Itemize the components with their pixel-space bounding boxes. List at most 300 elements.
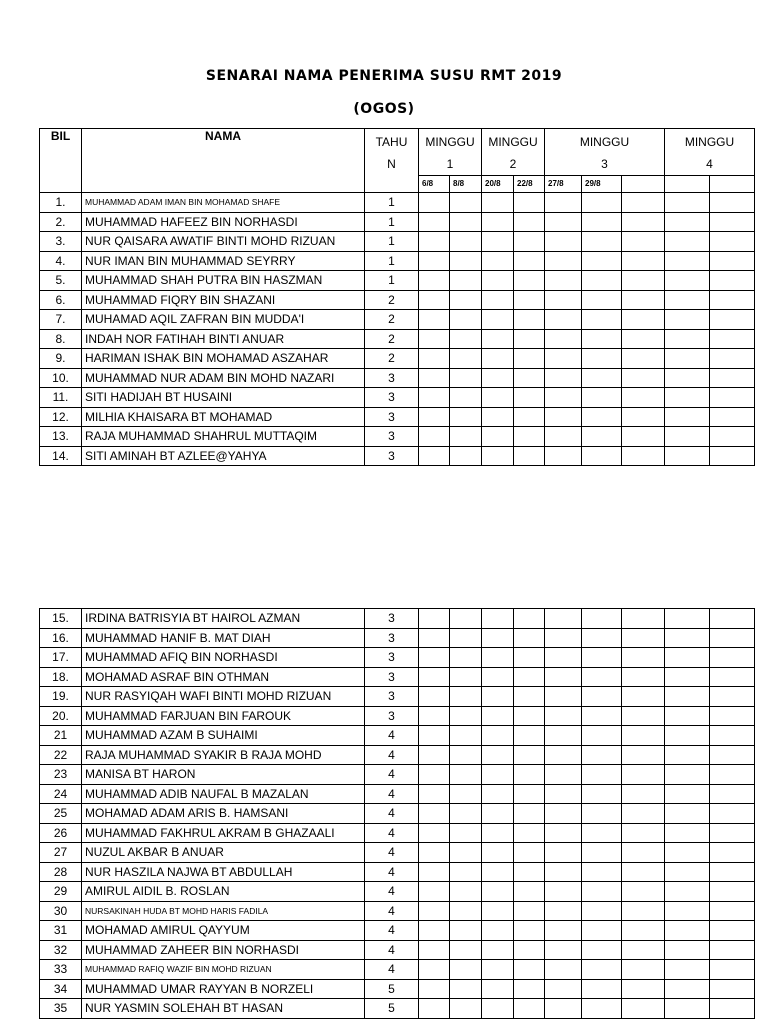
attendance-cell [514,940,545,960]
row-number: 18. [40,667,82,687]
attendance-cell [419,726,450,746]
week-1-num: 1 [446,157,454,171]
attendance-cell [710,862,755,882]
row-number: 13. [40,427,82,447]
year-level: 1 [365,251,419,271]
date-cell: 20/8 [482,176,514,193]
attendance-cell [545,862,582,882]
student-name: MUHAMMAD ADAM IMAN BIN MOHAMAD SHAFE [82,193,365,213]
year-level: 1 [365,271,419,291]
attendance-cell [450,349,482,369]
attendance-cell [710,765,755,785]
attendance-cell [582,667,622,687]
row-number: 14. [40,446,82,466]
attendance-cell [545,446,582,466]
attendance-cell [710,329,755,349]
attendance-cell [710,628,755,648]
attendance-cell [710,979,755,999]
attendance-cell [450,823,482,843]
table-row [40,648,755,668]
attendance-cell [419,368,450,388]
row-number: 34 [40,979,82,999]
attendance-cell [710,706,755,726]
attendance-cell [545,310,582,330]
table-row [40,349,755,369]
attendance-cell [665,979,710,999]
year-level: 3 [365,427,419,447]
table-row [40,232,755,252]
attendance-cell [514,726,545,746]
attendance-cell [482,784,514,804]
student-name: MUHAMMAD FARJUAN BIN FAROUK [82,706,365,726]
date-cell [665,176,710,193]
attendance-cell [482,940,514,960]
recipient-table-2 [39,608,755,1019]
attendance-cell [710,960,755,980]
attendance-cell [482,427,514,447]
attendance-cell [419,979,450,999]
attendance-cell [514,329,545,349]
attendance-cell [450,960,482,980]
attendance-cell [450,745,482,765]
row-number: 35 [40,999,82,1019]
attendance-cell [665,687,710,707]
attendance-cell [450,388,482,408]
attendance-cell [514,407,545,427]
attendance-cell [622,427,665,447]
attendance-cell [665,843,710,863]
attendance-cell [419,687,450,707]
student-name: SITI HADIJAH BT HUSAINI [82,388,365,408]
row-number: 5. [40,271,82,291]
student-name: NUZUL AKBAR B ANUAR [82,843,365,863]
attendance-cell [482,979,514,999]
year-level: 3 [365,628,419,648]
attendance-cell [545,609,582,629]
year-level: 4 [365,921,419,941]
attendance-cell [582,706,622,726]
attendance-cell [419,407,450,427]
student-name: NUR QAISARA AWATIF BINTI MOHD RIZUAN [82,232,365,252]
attendance-cell [622,609,665,629]
year-level: 3 [365,648,419,668]
attendance-cell [665,427,710,447]
row-number: 19. [40,687,82,707]
table-row [40,784,755,804]
table-row [40,901,755,921]
attendance-cell [419,960,450,980]
attendance-cell [665,368,710,388]
attendance-cell [482,368,514,388]
year-level: 4 [365,804,419,824]
year-level: 5 [365,999,419,1019]
student-name: MILHIA KHAISARA BT MOHAMAD [82,407,365,427]
row-number: 7. [40,310,82,330]
attendance-cell [710,843,755,863]
attendance-cell [450,765,482,785]
attendance-cell [482,446,514,466]
attendance-cell [582,784,622,804]
attendance-cell [545,193,582,213]
attendance-cell [514,706,545,726]
attendance-cell [482,745,514,765]
year-level: 3 [365,687,419,707]
attendance-cell [582,979,622,999]
attendance-cell [582,823,622,843]
attendance-cell [665,960,710,980]
attendance-cell [514,271,545,291]
attendance-cell [482,232,514,252]
year-level: 2 [365,310,419,330]
attendance-cell [450,310,482,330]
attendance-cell [665,999,710,1019]
attendance-cell [622,667,665,687]
student-name: AMIRUL AIDIL B. ROSLAN [82,882,365,902]
attendance-cell [710,804,755,824]
attendance-cell [622,823,665,843]
week-4-num: 4 [706,157,713,171]
attendance-cell [419,609,450,629]
table-row [40,388,755,408]
attendance-cell [582,446,622,466]
attendance-cell [514,823,545,843]
student-name: MUHAMMAD AZAM B SUHAIMI [82,726,365,746]
attendance-cell [545,882,582,902]
attendance-cell [665,823,710,843]
attendance-cell [545,427,582,447]
table-row [40,882,755,902]
attendance-cell [514,388,545,408]
attendance-cell [482,290,514,310]
attendance-cell [665,784,710,804]
attendance-cell [582,687,622,707]
bil-header: BIL [40,129,82,193]
attendance-cell [482,843,514,863]
attendance-cell [582,862,622,882]
attendance-cell [622,901,665,921]
attendance-cell [514,921,545,941]
attendance-cell [665,882,710,902]
student-name: MUHAMMAD FIQRY BIN SHAZANI [82,290,365,310]
attendance-cell [419,999,450,1019]
attendance-cell [450,251,482,271]
attendance-cell [450,648,482,668]
attendance-cell [710,609,755,629]
attendance-cell [482,407,514,427]
date-cell: 29/8 [582,176,622,193]
attendance-cell [419,648,450,668]
attendance-cell [622,648,665,668]
attendance-cell [665,726,710,746]
row-number: 26 [40,823,82,843]
student-name: MUHAMMAD FAKHRUL AKRAM B GHAZAALI [82,823,365,843]
year-level: 1 [365,193,419,213]
year-level: 4 [365,843,419,863]
attendance-cell [482,804,514,824]
attendance-cell [582,726,622,746]
attendance-cell [514,784,545,804]
attendance-cell [665,706,710,726]
student-name: RAJA MUHAMMAD SYAKIR B RAJA MOHD [82,745,365,765]
attendance-cell [545,745,582,765]
attendance-cell [665,310,710,330]
table-row [40,979,755,999]
attendance-cell [582,232,622,252]
attendance-cell [482,667,514,687]
row-number: 6. [40,290,82,310]
attendance-cell [622,745,665,765]
student-name: MOHAMAD ADAM ARIS B. HAMSANI [82,804,365,824]
attendance-cell [514,609,545,629]
attendance-cell [622,388,665,408]
year-level: 2 [365,349,419,369]
attendance-cell [514,999,545,1019]
year-level: 2 [365,290,419,310]
attendance-cell [482,212,514,232]
attendance-cell [710,921,755,941]
table-row [40,823,755,843]
attendance-cell [419,329,450,349]
attendance-cell [710,882,755,902]
attendance-cell [545,726,582,746]
attendance-cell [622,310,665,330]
attendance-cell [622,979,665,999]
attendance-cell [545,843,582,863]
attendance-cell [482,251,514,271]
attendance-cell [419,745,450,765]
row-number: 17. [40,648,82,668]
attendance-cell [622,628,665,648]
nama-header: NAMA [82,129,365,193]
attendance-cell [622,882,665,902]
attendance-cell [582,193,622,213]
date-cell: 22/8 [514,176,545,193]
attendance-cell [622,329,665,349]
attendance-cell [419,232,450,252]
table-row [40,310,755,330]
attendance-cell [622,349,665,369]
attendance-cell [545,921,582,941]
attendance-cell [665,862,710,882]
year-level: 4 [365,960,419,980]
attendance-cell [582,882,622,902]
attendance-cell [419,310,450,330]
attendance-cell [450,882,482,902]
week-3-num: 3 [601,157,608,171]
attendance-cell [710,745,755,765]
attendance-cell [419,388,450,408]
attendance-cell [622,706,665,726]
attendance-cell [514,843,545,863]
week-4-header [665,129,755,176]
attendance-cell [450,407,482,427]
student-name: MUHAMMAD RAFIQ WAZIF BIN MOHD RIZUAN [82,960,365,980]
student-name: MUHAMMAD ADIB NAUFAL B MAZALAN [82,784,365,804]
attendance-cell [514,290,545,310]
attendance-cell [450,804,482,824]
row-number: 22 [40,745,82,765]
attendance-cell [545,628,582,648]
attendance-cell [582,310,622,330]
row-number: 23 [40,765,82,785]
attendance-cell [710,232,755,252]
week-1-header [419,129,482,176]
attendance-cell [545,901,582,921]
table-row [40,921,755,941]
header-row [40,129,755,176]
year-level: 4 [365,862,419,882]
attendance-cell [665,251,710,271]
attendance-cell [665,212,710,232]
row-number: 11. [40,388,82,408]
student-name: NURSAKINAH HUDA BT MOHD HARIS FADILA [82,901,365,921]
attendance-cell [450,784,482,804]
attendance-cell [710,901,755,921]
attendance-cell [545,784,582,804]
attendance-cell [450,687,482,707]
row-number: 1. [40,193,82,213]
attendance-cell [482,349,514,369]
attendance-cell [545,290,582,310]
attendance-cell [622,804,665,824]
attendance-cell [665,921,710,941]
attendance-cell [665,765,710,785]
attendance-cell [665,232,710,252]
attendance-cell [419,628,450,648]
attendance-cell [710,271,755,291]
row-number: 20. [40,706,82,726]
attendance-cell [545,765,582,785]
attendance-cell [514,804,545,824]
attendance-cell [545,368,582,388]
student-name: MOHAMAD AMIRUL QAYYUM [82,921,365,941]
table-row [40,271,755,291]
attendance-cell [419,212,450,232]
attendance-cell [545,960,582,980]
year-level: 1 [365,212,419,232]
week-4-label: MINGGU [684,135,735,149]
year-level: 3 [365,407,419,427]
student-name: NUR HASZILA NAJWA BT ABDULLAH [82,862,365,882]
week-2-label: MINGGU [488,135,538,149]
attendance-cell [545,979,582,999]
attendance-cell [450,446,482,466]
year-level: 4 [365,765,419,785]
attendance-cell [665,290,710,310]
attendance-cell [482,329,514,349]
tahun-header: TAHU N [365,129,419,193]
attendance-cell [582,960,622,980]
attendance-cell [419,706,450,726]
student-name: MUHAMMAD AFIQ BIN NORHASDI [82,648,365,668]
student-name: NUR YASMIN SOLEHAH BT HASAN [82,999,365,1019]
year-level: 4 [365,784,419,804]
attendance-cell [482,726,514,746]
attendance-cell [450,232,482,252]
year-level: 1 [365,232,419,252]
attendance-cell [419,427,450,447]
table-row [40,862,755,882]
attendance-cell [710,407,755,427]
attendance-cell [450,271,482,291]
attendance-cell [622,726,665,746]
attendance-cell [419,271,450,291]
attendance-cell [482,706,514,726]
table-row [40,193,755,213]
attendance-cell [622,843,665,863]
attendance-cell [665,446,710,466]
year-level: 4 [365,882,419,902]
attendance-cell [710,212,755,232]
attendance-cell [482,901,514,921]
table-row [40,940,755,960]
table-row [40,960,755,980]
attendance-cell [622,862,665,882]
attendance-cell [665,609,710,629]
attendance-cell [582,388,622,408]
attendance-cell [622,290,665,310]
attendance-cell [622,232,665,252]
attendance-cell [482,648,514,668]
student-name: NUR IMAN BIN MUHAMMAD SEYRRY [82,251,365,271]
attendance-cell [545,823,582,843]
attendance-cell [419,290,450,310]
year-level: 3 [365,609,419,629]
row-number: 2. [40,212,82,232]
attendance-cell [665,667,710,687]
row-number: 25 [40,804,82,824]
attendance-cell [665,407,710,427]
attendance-cell [482,628,514,648]
table-row [40,212,755,232]
attendance-cell [450,212,482,232]
attendance-cell [582,901,622,921]
attendance-cell [710,823,755,843]
table-row [40,687,755,707]
attendance-cell [545,804,582,824]
attendance-cell [545,687,582,707]
year-level: 4 [365,901,419,921]
attendance-cell [514,446,545,466]
attendance-cell [665,628,710,648]
attendance-cell [419,446,450,466]
attendance-cell [419,765,450,785]
attendance-cell [582,940,622,960]
attendance-cell [582,921,622,941]
attendance-cell [665,349,710,369]
attendance-cell [545,251,582,271]
week-2-num: 2 [509,157,517,171]
attendance-cell [622,960,665,980]
attendance-cell [514,648,545,668]
attendance-cell [582,609,622,629]
row-number: 33 [40,960,82,980]
attendance-cell [582,628,622,648]
row-number: 3. [40,232,82,252]
attendance-cell [622,212,665,232]
year-level: 2 [365,329,419,349]
attendance-cell [419,784,450,804]
row-number: 10. [40,368,82,388]
student-name: MOHAMAD ASRAF BIN OTHMAN [82,667,365,687]
attendance-cell [582,290,622,310]
attendance-cell [665,388,710,408]
attendance-cell [582,999,622,1019]
student-name: MUHAMMAD ZAHEER BIN NORHASDI [82,940,365,960]
student-name: MANISA BT HARON [82,765,365,785]
attendance-cell [582,765,622,785]
student-name: NUR RASYIQAH WAFI BINTI MOHD RIZUAN [82,687,365,707]
